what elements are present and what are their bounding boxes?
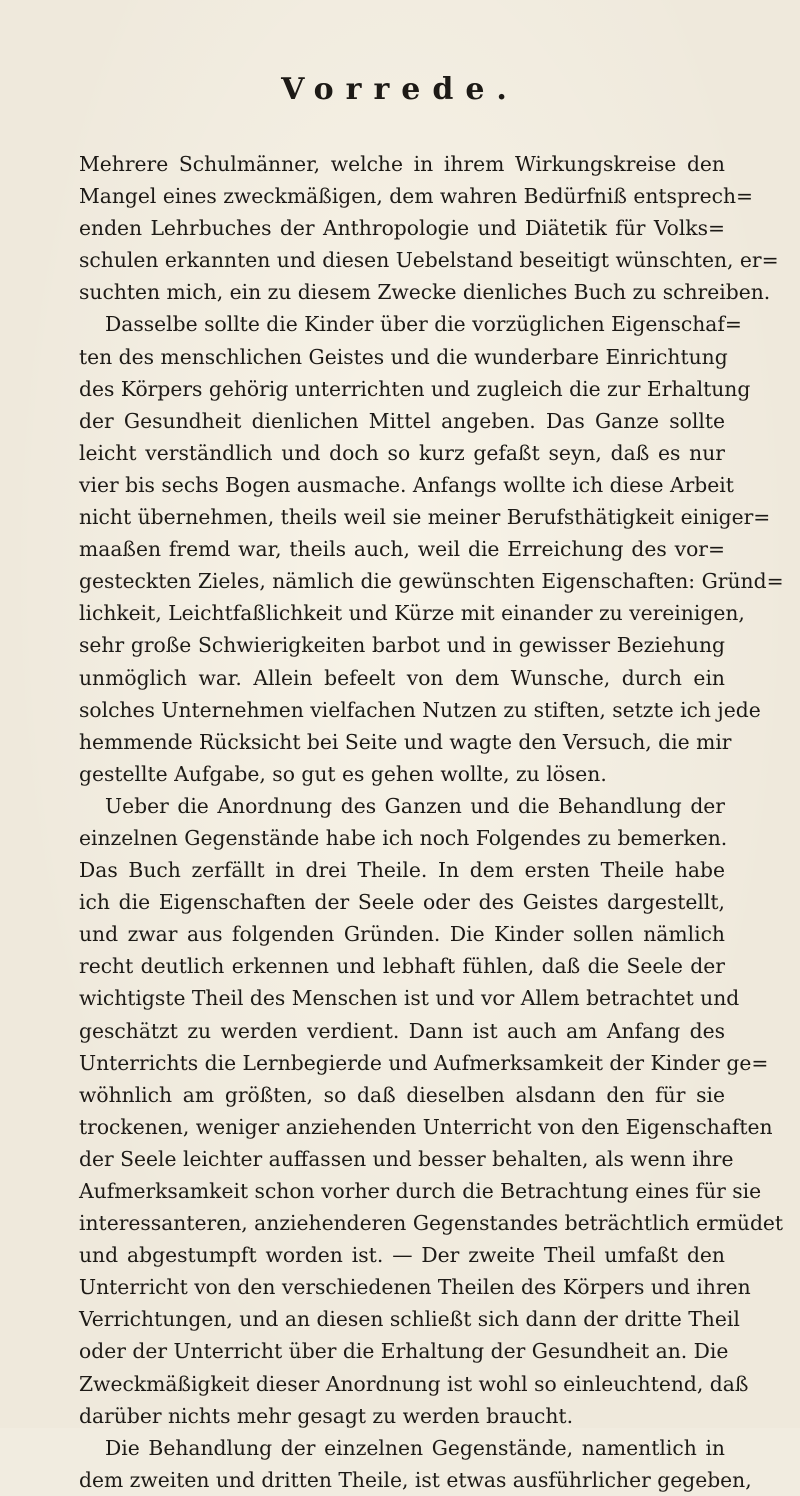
text-line: Mangel eines zweckmäßigen, dem wahren Bedürfniß entsprech= [79, 184, 754, 209]
text-line: Zweckmäßigkeit dieser Anordnung ist wohl so einleuchtend, daß [79, 1371, 749, 1396]
text-line: der Gesundheit dienlichen Mittel angeben. Das Ganze sollte [79, 408, 725, 433]
text-line: wöhnlich am größten, so daß dieselben alsdann den für sie [79, 1082, 725, 1107]
page-heading: Vorrede. [281, 72, 519, 107]
text-line: darüber nichts mehr gesagt zu werden braucht. [79, 1403, 574, 1428]
text-line: der Seele leichter auffassen und besser behalten, als wenn ihre [79, 1146, 734, 1171]
text-line: Aufmerksamkeit schon vorher durch die Betrachtung eines für sie [79, 1179, 762, 1203]
text-line: und abgestumpft worden ist. — Der zweite Theil umfaßt den [79, 1243, 725, 1268]
text-line: gesteckten Zieles, nämlich die gewünschten Eigenschaften: Gründ= [79, 569, 784, 594]
text-line: maaßen fremd war, theils auch, weil die Erreichung des vor= [79, 537, 725, 562]
text-line: ten des menschlichen Geistes und die wunderbare Einrichtung [79, 344, 728, 369]
text-line: trockenen, weniger anziehenden Unterricht von den Eigenschaften [79, 1114, 773, 1139]
body-text [79, 148, 784, 1496]
text-line: recht deutlich erkennen und lebhaft fühlen, daß die Seele der [79, 954, 725, 979]
text-line: Unterrichts die Lernbegierde und Aufmerksamkeit der Kinder ge= [79, 1050, 769, 1075]
text-line: schulen erkannten und diesen Uebelstand beseitigt wünschten, er= [79, 248, 779, 273]
text-line: sehr große Schwierigkeiten barbot und in gewisser Beziehung [79, 633, 725, 658]
text-line: wichtigste Theil des Menschen ist und vor Allem betrachtet und [79, 986, 740, 1011]
text-line: enden Lehrbuches der Anthropologie und Diätetik für Volks= [79, 216, 725, 241]
text-line: geschätzt zu werden verdient. Dann ist auch am Anfang des [79, 1018, 725, 1043]
text-line: Die Behandlung der einzelnen Gegenstände, namentlich in [105, 1435, 725, 1460]
text-line: interessanteren, anziehenderen Gegenstandes beträchtlich ermüdet [79, 1211, 784, 1236]
text-line: solches Unternehmen vielfachen Nutzen zu stiften, setzte ich jede [79, 697, 761, 722]
text-line: und zwar aus folgenden Gründen. Die Kinder sollen nämlich [79, 922, 725, 947]
text-line: vier bis sechs Bogen ausmache. Anfangs wollte ich diese Arbeit [79, 472, 734, 497]
text-line: hemmende Rücksicht bei Seite und wagte den Versuch, die mir [79, 729, 732, 754]
text-line: leicht verständlich und doch so kurz gefaßt seyn, daß es nur [79, 440, 725, 465]
text-line: unmöglich war. Allein befeelt von dem Wunsche, durch ein [79, 665, 725, 690]
text-line: dem zweiten und dritten Theile, ist etwas ausführlicher gegeben, [79, 1467, 752, 1492]
text-line: Ueber die Anordnung des Ganzen und die Behandlung der [105, 793, 725, 818]
text-line: nicht übernehmen, theils weil sie meiner Berufsthätigkeit einiger= [79, 505, 771, 530]
text-line: gestellte Aufgabe, so gut es gehen wollte, zu lösen. [79, 761, 607, 786]
text-line: Mehrere Schulmänner, welche in ihrem Wirkungskreise den [79, 152, 725, 176]
text-line: Das Buch zerfällt in drei Theile. In dem ersten Theile habe [79, 858, 725, 883]
text-line: Verrichtungen, und an diesen schließt sich dann der dritte Theil [79, 1307, 740, 1332]
text-line: des Körpers gehörig unterrichten und zugleich die zur Erhaltung [79, 376, 751, 401]
text-line: lichkeit, Leichtfaßlichkeit und Kürze mit einander zu vereinigen, [79, 601, 745, 626]
text-line: Unterricht von den verschiedenen Theilen des Körpers und ihren [79, 1275, 751, 1300]
text-line: oder der Unterricht über die Erhaltung der Gesundheit an. Die [79, 1339, 729, 1364]
text-line: einzelnen Gegenstände habe ich noch Folgendes zu bemerken. [79, 825, 728, 850]
text-line: ich die Eigenschaften der Seele oder des Geistes dargestellt, [79, 890, 725, 915]
text-line: Dasselbe sollte die Kinder über die vorzüglichen Eigenschaf= [105, 312, 742, 337]
text-line: suchten mich, ein zu diesem Zwecke dienliches Buch zu schreiben. [79, 280, 771, 305]
